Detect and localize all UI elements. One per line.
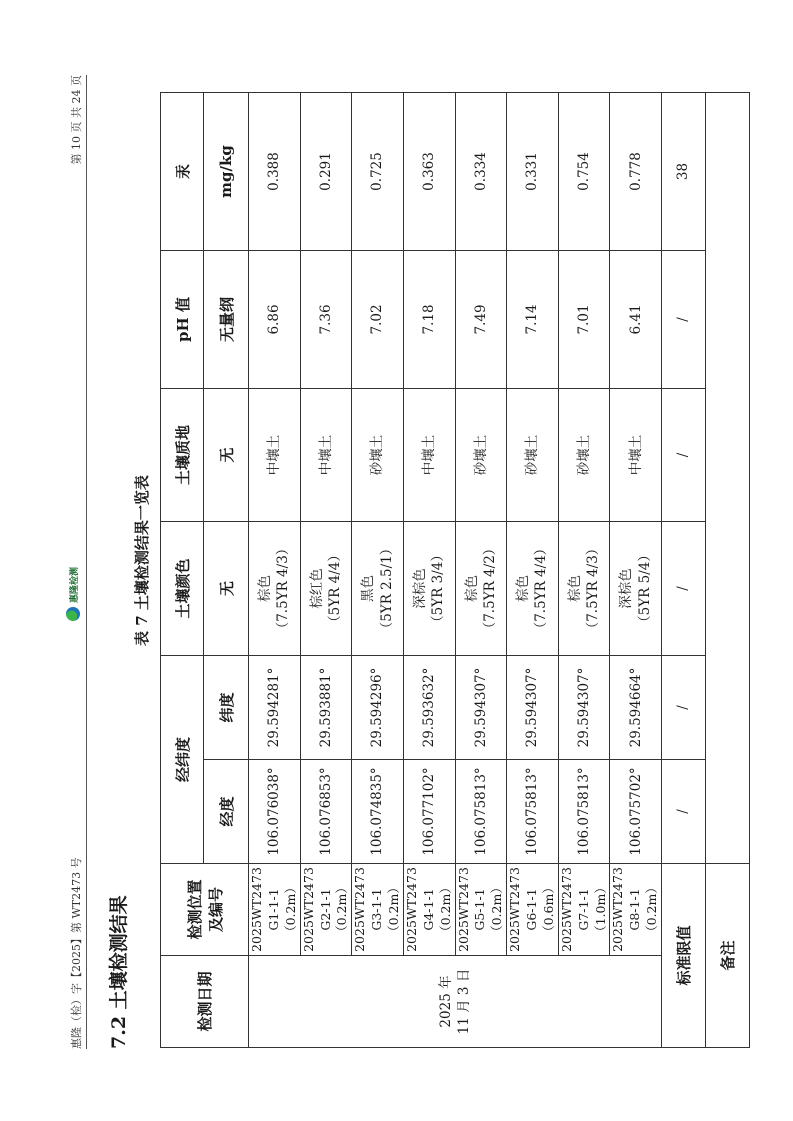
table-row	[249, 92, 301, 1047]
texture-cell: 砂壤土	[507, 388, 559, 521]
munsell-code: （5YR 2.5/1）	[378, 541, 395, 636]
table-row	[507, 92, 559, 1047]
lon-header: 经度	[204, 760, 249, 864]
limit-ph: /	[662, 250, 706, 388]
hg-cell: 0.334	[455, 92, 507, 250]
color-name: 棕红色	[308, 568, 325, 609]
soil-results-table	[160, 92, 750, 1048]
ph-header: pH 值	[161, 250, 204, 388]
limit-hg: 38	[662, 92, 706, 250]
location-header-line2: 及编号	[206, 887, 225, 933]
color-cell	[300, 521, 352, 655]
color-cell	[507, 521, 559, 655]
texture-cell: 中壤土	[403, 388, 455, 521]
limit-color: /	[662, 521, 706, 655]
sample-id-cell	[610, 864, 662, 956]
table-caption: 表 7 土壤检测结果一览表	[133, 475, 151, 646]
logo-text: 惠隆检测	[69, 566, 80, 603]
remark-label: 备注	[706, 864, 750, 1048]
remark-row	[706, 92, 750, 1047]
lat-cell: 29.594296°	[352, 655, 404, 759]
lat-cell: 29.593632°	[403, 655, 455, 759]
report-number: 惠隆（检）字【2025】第 WT2473 号	[70, 857, 83, 1049]
table-row	[610, 92, 662, 1047]
munsell-code: （7.5YR 4/2）	[481, 541, 498, 636]
table-row	[455, 92, 507, 1047]
lon-cell: 106.076038°	[249, 760, 301, 864]
sample-id-line2: G8-1-1（0.2m）	[627, 881, 660, 938]
texture-cell: 砂壤土	[558, 388, 610, 521]
color-name: 棕色	[515, 574, 532, 602]
hg-cell: 0.725	[352, 92, 404, 250]
table-row	[300, 92, 352, 1047]
hg-cell: 0.331	[507, 92, 559, 250]
lat-cell: 29.594664°	[610, 655, 662, 759]
hg-cell: 0.363	[403, 92, 455, 250]
sample-id-line2: G1-1-1（0.2m）	[265, 881, 298, 938]
texture-cell: 中壤土	[300, 388, 352, 521]
date-cell	[249, 956, 662, 1048]
sample-id-line1: 2025WT2473	[558, 867, 574, 952]
hg-cell: 0.291	[300, 92, 352, 250]
sample-id-cell	[300, 864, 352, 956]
hg-cell: 0.778	[610, 92, 662, 250]
texture-cell: 砂壤土	[455, 388, 507, 521]
limit-texture: /	[662, 388, 706, 521]
ph-cell: 7.18	[403, 250, 455, 388]
color-cell	[352, 521, 404, 655]
table-row	[403, 92, 455, 1047]
ph-cell: 6.86	[249, 250, 301, 388]
sample-id-line1: 2025WT2473	[455, 867, 471, 952]
sample-id-cell	[455, 864, 507, 956]
ph-cell: 7.49	[455, 250, 507, 388]
limit-row	[662, 92, 706, 1047]
lon-cell: 106.075813°	[507, 760, 559, 864]
sample-id-line1: 2025WT2473	[610, 867, 626, 952]
sample-id-line1: 2025WT2473	[403, 867, 419, 952]
color-cell	[558, 521, 610, 655]
lat-header: 纬度	[204, 655, 249, 759]
header-divider	[86, 75, 87, 1049]
color-name: 棕色	[463, 574, 480, 602]
ph-unit: 无量纲	[204, 250, 249, 388]
color-header: 土壤颜色	[161, 521, 204, 655]
date-line2: 11 月 3 日	[456, 968, 472, 1035]
color-name: 深棕色	[411, 568, 428, 609]
color-name: 深棕色	[618, 568, 635, 609]
color-name: 黑色	[360, 574, 377, 602]
limit-lat: /	[662, 655, 706, 759]
sample-id-cell	[507, 864, 559, 956]
company-logo	[66, 567, 80, 621]
lon-cell: 106.074835°	[352, 760, 404, 864]
sample-id-line1: 2025WT2473	[300, 867, 316, 952]
lat-cell: 29.594281°	[249, 655, 301, 759]
color-cell	[610, 521, 662, 655]
ph-cell: 7.36	[300, 250, 352, 388]
lon-cell: 106.075813°	[558, 760, 610, 864]
ph-cell: 7.14	[507, 250, 559, 388]
sample-id-line2: G2-1-1（0.2m）	[317, 881, 350, 938]
table-row	[558, 92, 610, 1047]
lon-cell: 106.077102°	[403, 760, 455, 864]
header-row-1	[161, 92, 204, 1047]
color-cell	[455, 521, 507, 655]
lon-cell: 106.075702°	[610, 760, 662, 864]
texture-cell: 中壤土	[610, 388, 662, 521]
lat-cell: 29.594307°	[507, 655, 559, 759]
location-header-line1: 检测位置	[185, 879, 204, 940]
page-number: 第 10 页 共 24 页	[70, 75, 83, 165]
color-cell	[403, 521, 455, 655]
table-body	[249, 92, 662, 1047]
lon-cell: 106.075813°	[455, 760, 507, 864]
lon-cell: 106.076853°	[300, 760, 352, 864]
sample-id-cell	[403, 864, 455, 956]
color-name: 棕色	[566, 574, 583, 602]
logo-icon	[66, 607, 80, 621]
location-header	[161, 864, 249, 956]
coords-header: 经纬度	[161, 655, 204, 863]
texture-cell: 砂壤土	[352, 388, 404, 521]
munsell-code: （7.5YR 4/4）	[533, 541, 550, 636]
hg-header: 汞	[161, 92, 204, 250]
munsell-code: （7.5YR 4/3）	[275, 541, 292, 636]
sample-id-line1: 2025WT2473	[249, 867, 264, 952]
hg-cell: 0.388	[249, 92, 301, 250]
lat-cell: 29.594307°	[558, 655, 610, 759]
munsell-code: （5YR 4/4）	[326, 548, 343, 629]
table-row	[352, 92, 404, 1047]
munsell-code: （7.5YR 4/3）	[585, 541, 602, 636]
texture-header: 土壤质地	[161, 388, 204, 521]
ph-cell: 6.41	[610, 250, 662, 388]
lat-cell: 29.593881°	[300, 655, 352, 759]
munsell-code: （5YR 3/4）	[430, 548, 447, 629]
texture-unit: 无	[204, 388, 249, 521]
section-title: 7.2 土壤检测结果	[108, 895, 130, 1049]
hg-cell: 0.754	[558, 92, 610, 250]
sample-id-cell	[249, 864, 301, 956]
sample-id-line2: G7-1-1（1.0m）	[575, 881, 608, 938]
texture-cell: 中壤土	[249, 388, 301, 521]
limit-label: 标准限值	[662, 864, 706, 1048]
date-header: 检测日期	[161, 956, 249, 1048]
sample-id-cell	[558, 864, 610, 956]
ph-cell: 7.01	[558, 250, 610, 388]
color-cell	[249, 521, 301, 655]
sample-id-line1: 2025WT2473	[352, 867, 368, 952]
limit-lon: /	[662, 760, 706, 864]
color-name: 棕色	[257, 574, 274, 602]
color-unit: 无	[204, 521, 249, 655]
sample-id-line2: G4-1-1（0.2m）	[420, 881, 453, 938]
ph-cell: 7.02	[352, 250, 404, 388]
sample-id-line2: G6-1-1（0.6m）	[524, 881, 556, 938]
lat-cell: 29.594307°	[455, 655, 507, 759]
date-line1: 2025 年	[437, 975, 454, 1028]
munsell-code: （5YR 5/4）	[636, 548, 653, 629]
sample-id-line2: G5-1-1（0.2m）	[472, 881, 505, 938]
remark-value	[706, 92, 750, 863]
sample-id-cell	[352, 864, 404, 956]
hg-unit: mg/kg	[204, 92, 249, 250]
sample-id-line1: 2025WT2473	[507, 867, 523, 952]
sample-id-line2: G3-1-1（0.2m）	[369, 881, 401, 938]
